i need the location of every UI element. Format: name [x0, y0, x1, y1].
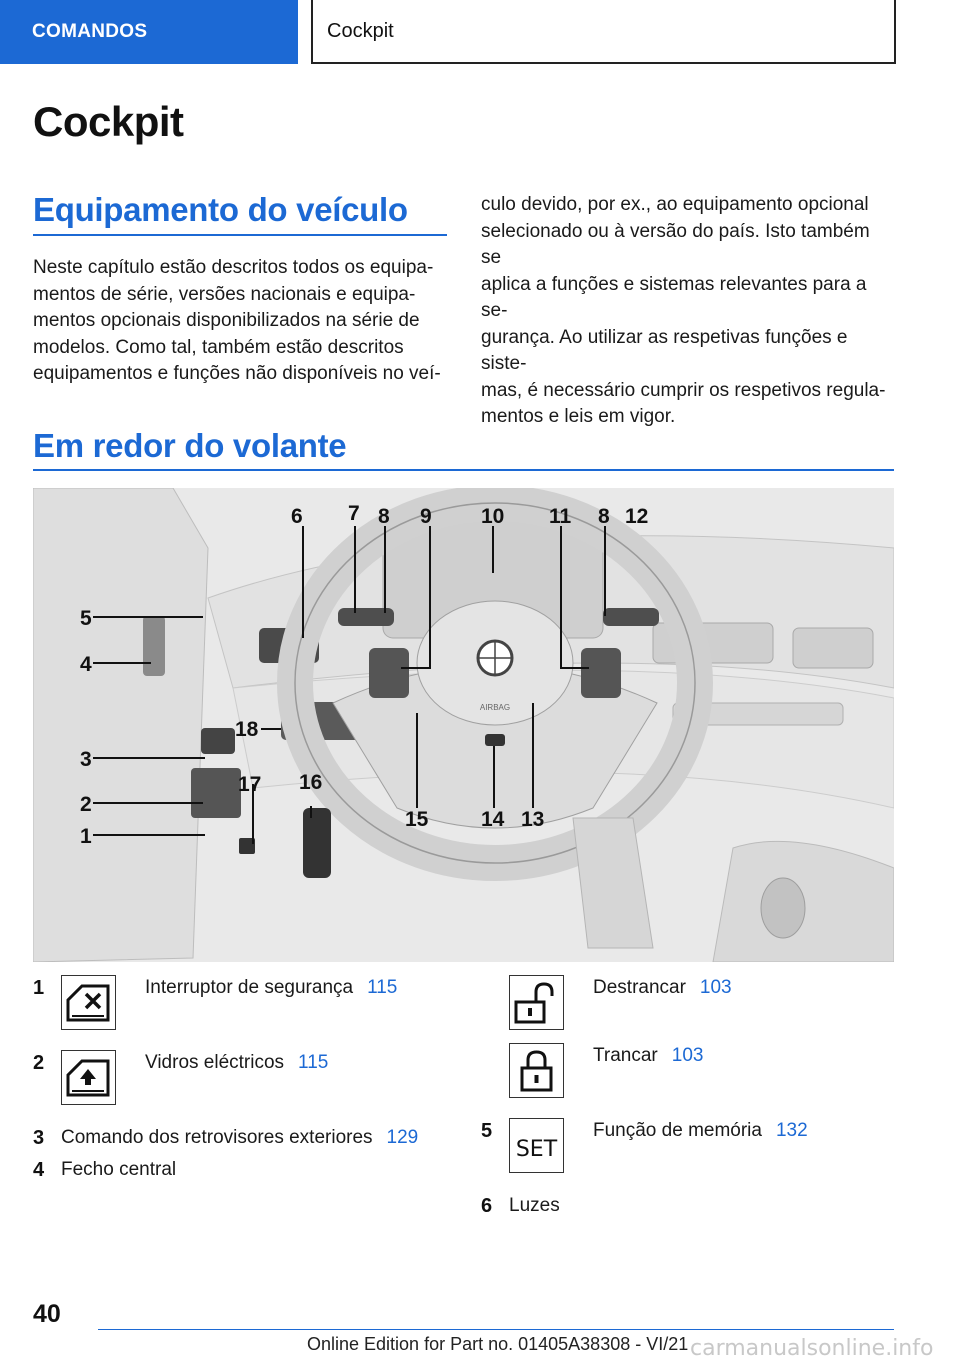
callout-11: 11 [549, 505, 572, 528]
header-section-label: COMANDOS [0, 0, 298, 64]
intro-line: mentos de série, versões nacionais e equipa‐ [33, 283, 416, 305]
cockpit-illustration [33, 488, 894, 962]
callout-13: 13 [521, 808, 545, 831]
legend-item-unlock [593, 977, 732, 999]
legend-number-3: 3 [33, 1127, 45, 1149]
legend-number-2: 2 [33, 1052, 45, 1074]
window-switches [191, 768, 241, 818]
intro-line: gurança. Ao utilizar as respetivas funções e siste‐ [481, 326, 848, 374]
legend-item-3 [61, 1127, 418, 1149]
door-panel [33, 488, 208, 962]
footer-divider [98, 1329, 894, 1330]
legend-label: Interruptor de segurança [145, 977, 354, 998]
intro-line: culo devido, por ex., ao equipamento opcional [481, 194, 869, 215]
legend-label: Luzes [509, 1195, 560, 1216]
legend-item-4 [61, 1159, 176, 1181]
unlock-icon [509, 975, 564, 1030]
intro-paragraph-left [33, 255, 447, 388]
callout-14: 14 [481, 808, 505, 831]
watermark: carmanualsonline.info [690, 1336, 934, 1361]
page-reference-link[interactable]: 103 [671, 1045, 704, 1066]
gear-selector [761, 878, 805, 938]
airbag-label: AIRBAG [479, 703, 511, 712]
legend-item-2 [145, 1052, 328, 1074]
legend-label: Vidros eléctricos [145, 1052, 285, 1073]
legend-number-4: 4 [33, 1159, 45, 1181]
legend-label: Comando dos retrovisores exteriores [61, 1127, 373, 1148]
callout-3: 3 [80, 748, 92, 771]
left-wheel-buttons [369, 648, 409, 698]
callout-8b: 8 [598, 505, 610, 528]
power-window-icon [61, 1050, 116, 1105]
set-memory-icon [509, 1118, 564, 1173]
intro-line: mentos e leis em vigor. [481, 406, 676, 427]
legend-number-6: 6 [481, 1195, 493, 1217]
legend-item-1 [145, 977, 397, 999]
hood-release-lever [303, 808, 331, 878]
legend-label: Função de memória [593, 1120, 762, 1141]
intro-line: modelos. Como tal, também estão descritos [33, 336, 404, 358]
right-wheel-buttons [581, 648, 621, 698]
right-vent [793, 628, 873, 668]
lock-icon [509, 1043, 564, 1098]
section-divider [33, 234, 447, 236]
legend-label: Fecho central [61, 1159, 177, 1180]
mirror-control [201, 728, 235, 754]
page-reference-link[interactable]: 129 [386, 1127, 419, 1148]
cockpit-drawing [33, 488, 894, 962]
callout-7: 7 [348, 502, 360, 525]
page-reference-link[interactable]: 132 [775, 1120, 808, 1141]
intro-line: mas, é necessário cumprir os respetivos regula‐ [481, 379, 886, 401]
callout-16: 16 [299, 771, 323, 794]
page-reference-link[interactable]: 115 [367, 977, 398, 998]
legend-number-1: 1 [33, 977, 45, 999]
callout-8: 8 [378, 505, 390, 528]
legend-label: Trancar [593, 1045, 658, 1066]
window-safety-switch-icon [61, 975, 116, 1030]
legend-item-lock [593, 1045, 703, 1067]
legend-item-6 [509, 1195, 560, 1217]
callout-4: 4 [80, 653, 92, 676]
door-handle [143, 616, 165, 676]
callout-6: 6 [291, 505, 303, 528]
page-title: Cockpit [33, 98, 184, 145]
intro-paragraph-right [481, 192, 895, 431]
section-divider [33, 469, 894, 471]
callout-15: 15 [405, 808, 429, 831]
legend-label: Destrancar [593, 977, 686, 998]
callout-12: 12 [625, 505, 649, 528]
callout-5: 5 [80, 607, 92, 630]
callout-9: 9 [420, 505, 432, 528]
intro-line: Neste capítulo estão descritos todos os equipa‐ [33, 257, 434, 278]
header-topic-label: Cockpit [311, 0, 896, 64]
page-reference-link[interactable]: 103 [699, 977, 732, 998]
page-number: 40 [33, 1300, 61, 1328]
intro-line: aplica a funções e sistemas relevantes para a se‐ [481, 273, 867, 321]
wheel-bottom-button [485, 734, 505, 746]
callout-2: 2 [80, 793, 92, 816]
intro-line: mentos opcionais disponibilizados na série de [33, 310, 420, 331]
callout-18: 18 [235, 718, 259, 741]
callout-1: 1 [80, 825, 92, 848]
section-title-equipment: Equipamento do veículo [33, 191, 408, 228]
set-icon-text: SET [515, 1137, 558, 1162]
intro-line: equipamentos e funções não disponíveis no veí‐ [33, 363, 441, 384]
footer-edition-text: Online Edition for Part no. 01405A38308 - VI/21 [307, 1334, 689, 1354]
intro-line: selecionado ou à versão do país. Isto também se [481, 220, 870, 268]
legend-item-5 [593, 1120, 808, 1142]
callout-10: 10 [481, 505, 505, 528]
callout-17: 17 [238, 773, 262, 796]
page-reference-link[interactable]: 115 [298, 1052, 329, 1073]
legend-number-5: 5 [481, 1120, 493, 1142]
right-stalk [603, 608, 659, 626]
section-title-steering-wheel: Em redor do volante [33, 427, 347, 464]
